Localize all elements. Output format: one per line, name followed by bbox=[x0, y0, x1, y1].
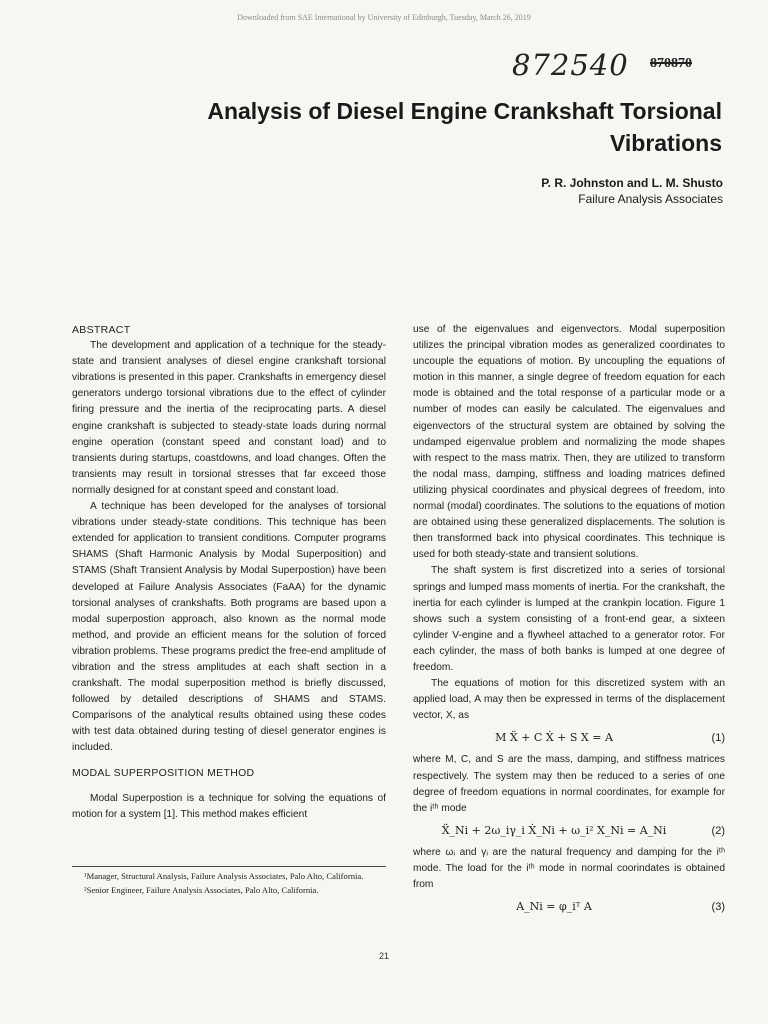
equation-2-body: Ẍ_Ni + 2ω_iγ_i Ẋ_Ni + ω_i² X_Ni = A_Ni bbox=[441, 823, 667, 837]
equation-1-number: (1) bbox=[711, 732, 725, 745]
right-column bbox=[413, 322, 725, 921]
title-line-2: Vibrations bbox=[609, 130, 722, 156]
equation-3 bbox=[413, 899, 725, 915]
authors: P. R. Johnston and L. M. Shusto bbox=[541, 176, 723, 190]
download-notice: Downloaded from SAE International by University of Edinburgh, Tuesday, March 26, 2019 bbox=[237, 13, 531, 22]
footnote-1: ¹Manager, Structural Analysis, Failure Analysis Associates, Palo Alto, California. bbox=[84, 871, 364, 881]
equation-1 bbox=[413, 730, 725, 746]
abstract-paragraph-1: The development and application of a technique for the steady-state and transient analyses of diesel engine crankshaft torsional vibrations is presented in this paper. Crankshafts in emergency diesel generators undergo torsional vibrations due to the effect of cylinder firing pressure and the inertia of the reciprocating parts. A diesel engine crankshaft is subjected to steady-state loads during normal engine operation (constant speed and constant load) and to transients during startups, coastdowns, and load changes. Often the transients may result in torsional stresses that far exceed those normally designed for at constant speed and constant load. bbox=[72, 340, 386, 496]
paper-title bbox=[100, 95, 722, 159]
right-paragraph-3: The equations of motion for this discretized system with an applied load, A may then be expressed in terms of the displacement vector, X, as bbox=[413, 678, 725, 722]
equation-1-body: M Ẍ + C Ẋ + S X = A bbox=[495, 731, 613, 745]
struck-paper-number: 870870 bbox=[650, 56, 692, 71]
page-number: 21 bbox=[378, 951, 389, 961]
footnotes bbox=[72, 866, 386, 898]
right-paragraph-4: where M, C, and S are the mass, damping, and stiffness matrices respectively. The system may then be reduced to a series of one degree of freedom equations in normal coordinates, for example for the iᵗʰ mode bbox=[413, 754, 725, 814]
abstract-paragraph-2: A technique has been developed for the analyses of torsional vibrations under steady-state conditions. This technique has been extended for application to transient conditions. Computer programs SHAMS (Shaft Harmonic Analysis by Modal Superposition) and STAMS (Shaft Transient Analysis by Modal Superpostion) have been developed at Failure Analysis Associates (FaAA) for the dynamic torsional analyses of crankshafts. Both programs are based upon a modal superpostion approach, also known as the normal mode method, and provide an efficient means for the solution of forced vibration problems. These programs predict the free-end amplitude of vibration and the stress amplitudes at each shaft section in a crankshaft. The modal superposition method is briefly discussed, followed by detailed descriptions of SHAMS and STAMS. Comparisons of the analytical results obtained using these codes with test data obtained during testing of diesel generator engines is included. bbox=[72, 501, 386, 754]
footnote-2: ²Senior Engineer, Failure Analysis Associates, Palo Alto, California. bbox=[84, 884, 319, 895]
method-paragraph-1: Modal Superpostion is a technique for solving the equations of motion for a system [1]. This method makes efficient bbox=[72, 792, 386, 820]
affiliation: Failure Analysis Associates bbox=[578, 192, 723, 206]
equation-3-body: A_Ni = φ_iᵀ A bbox=[516, 900, 592, 914]
right-paragraph-1: use of the eigenvalues and eigenvectors. Modal superposition utilizes the principal vibration modes as generalized coordinates to uncouple the equations of motion. By uncoupling the equations of motion in this manner, a single degree of freedom equation for each mode is obtained and the total response of a particular mode or a number of modes can easily be calculated. The eigenvalues and eigenvectors of the structural system are obtained by solving the undamped eigenvalue problem and normalizing the mode shapes with respect to the mass matrix. Then, they are utilized to transform the nodal mass, damping, stiffness and loading matrices defined utilizing physical coordinates and physical degrees of freedom, into normal (modal) coordinates. The solutions to the equations of motion are obtained using these generalized displacements. The solution is then transformed back into physical coordinates. This technique is used for both steady-state and transient solutions. bbox=[413, 324, 725, 561]
equation-2-number: (2) bbox=[711, 824, 725, 837]
handwritten-paper-number: 872540 bbox=[512, 48, 629, 82]
title-line-1: Analysis of Diesel Engine Crankshaft Torsional bbox=[207, 98, 722, 124]
equation-2 bbox=[413, 823, 725, 839]
right-paragraph-5: where ωᵢ and γᵢ are the natural frequency and damping for the iᵗʰ mode. The load for the iᵗʰ mode in normal coorindates is obtained from bbox=[413, 846, 725, 891]
right-paragraph-2: The shaft system is first discretized into a series of torsional springs and lumped mass moments of inertia. For the crankshaft, the inertia for each cylinder is lumped at the crankpin location. Figure 1 shows such a system consisting of a front-end gear, a sixteen cylinder V-engine and a flywheel attached to a generator rotor. For each cylinder, the mass of both banks is lumped at one degree of freedom. bbox=[413, 565, 725, 673]
left-column bbox=[72, 322, 386, 823]
abstract-heading: ABSTRACT bbox=[72, 324, 131, 336]
method-heading: MODAL SUPERPOSITION METHOD bbox=[72, 766, 255, 779]
equation-3-number: (3) bbox=[711, 901, 725, 914]
